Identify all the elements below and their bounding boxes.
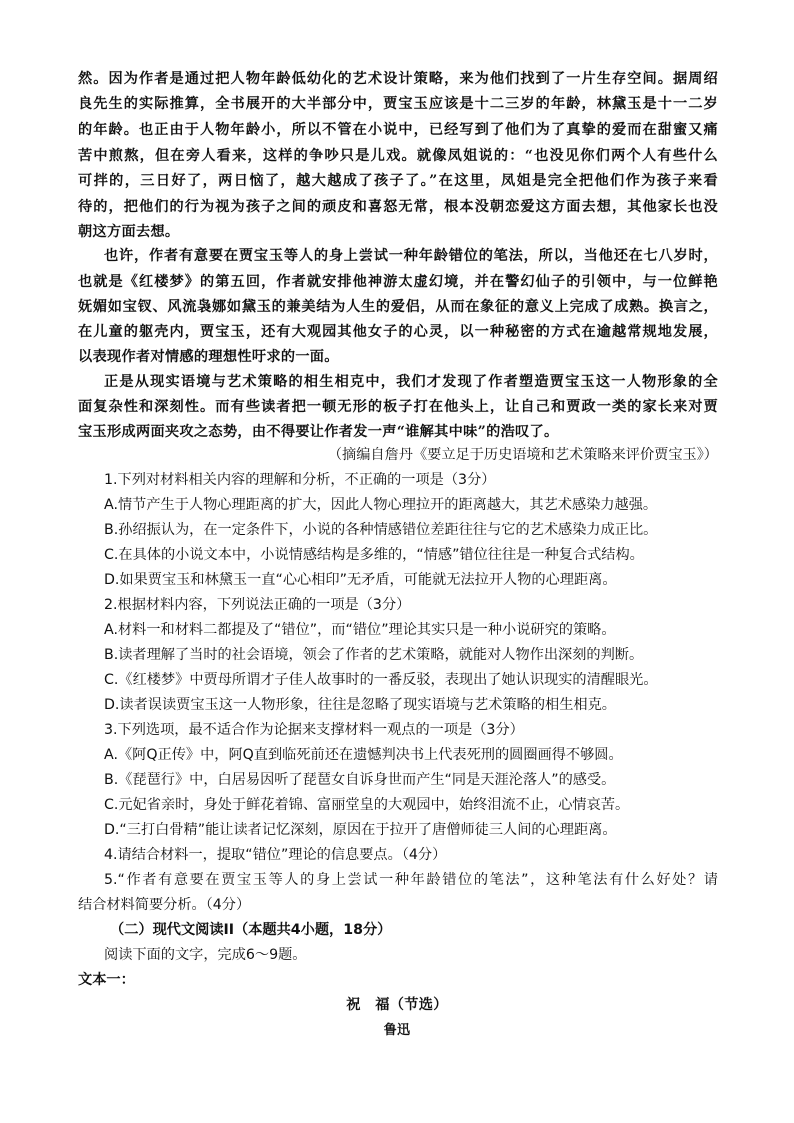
passage-line: 苦中煎熬，但在旁人看来，这样的争吵只是儿戏。就像凤姐说的：“也没见你们两个人有些什么 — [78, 148, 718, 164]
passage-source: （摘编自詹丹《要立足于历史语境和艺术策略来评价贾宝玉》） — [327, 447, 718, 463]
section-heading: （二）现代文阅读II（本题共4小题，18分） — [110, 922, 392, 938]
question-1-option-d: D.如果贾宝玉和林黛玉一直“心心相印”无矛盾，可能就无法拉开人物的心理距离。 — [104, 572, 617, 588]
question-1-option-c: C.在具体的小说文本中，小说情感结构是多维的，“情感”错位往往是一种复合式结构。 — [104, 547, 644, 563]
text-author: 鲁迅 — [383, 1023, 411, 1038]
passage-line: 妩媚如宝钗、风流袅娜如黛玉的兼美结为人生的爱侣，从而在象征的意义上完成了成熟。换言之， — [78, 299, 718, 315]
question-3-option-c: C.元妃省亲时，身处于鲜花着锦、富丽堂皇的大观园中，始终泪流不止，心情哀苦。 — [104, 797, 630, 813]
text-title: 祝 福（节选） — [346, 997, 448, 1013]
question-2-option-c: C.《红楼梦》中贾母所谓才子佳人故事时的一番反驳，表现出了她认识现实的清醒眼光。 — [104, 672, 658, 688]
passage-line: 也许，作者有意要在贾宝玉等人的身上尝试一种年龄错位的笔法，所以，当他还在七八岁时， — [104, 248, 718, 264]
question-2-stem: 2.根据材料内容，下列说法正确的一项是（3分） — [104, 597, 411, 613]
section-instruction: 阅读下面的文字，完成6～9题。 — [104, 947, 307, 963]
question-3-option-b: B.《琵琶行》中，白居易因听了琵琶女自诉身世而产生“同是天涯沦落人”的感受。 — [104, 772, 616, 788]
passage-line: 待的，把他们的行为视为孩子之间的顽皮和喜怒无常，根本没朝恋爱这方面去想，其他家长也没 — [78, 199, 718, 215]
passage-line: 宝玉形成两面夹攻之态势，由不得要让作者发一声“谁解其中味”的浩叹了。 — [78, 424, 559, 440]
question-3-option-d: D.“三打白骨精”能让读者记忆深刻，原因在于拉开了唐僧师徒三人间的心理距离。 — [104, 822, 617, 838]
question-3-stem: 3.下列选项，最不适合作为论据来支撑材料一观点的一项是（3分） — [104, 722, 524, 738]
passage-line: 朝这方面去想。 — [78, 224, 180, 240]
passage-line: 面复杂性和深刻性。而有些读者把一顿无形的板子打在他头上，让自己和贾政一类的家长来对贾 — [78, 399, 718, 415]
passage-line: 可拌的，三日好了，两日恼了，越大越成了孩子了。”在这里，凤姐是完全把他们作为孩子来看 — [78, 173, 718, 189]
question-3-option-a: A.《阿Q正传》中，阿Q直到临死前还在遗憾判决书上代表死刑的圆圈画得不够圆。 — [104, 747, 623, 763]
passage-line: 良先生的实际推算，全书展开的大半部分中，贾宝玉应该是十二三岁的年龄，林黛玉是十一二岁 — [78, 96, 718, 112]
passage-line: 也就是《红楼梦》的第五回，作者就安排他神游太虚幻境，并在警幻仙子的引领中，与一位鲜艳 — [78, 274, 718, 290]
passage-line: 的年龄。也正由于人物年龄小，所以不管在小说中，已经写到了他们为了真挚的爱而在甜蜜又痛 — [78, 122, 718, 138]
question-2-option-a: A.材料一和材料二都提及了“错位”，而“错位”理论其实只是一种小说研究的策略。 — [104, 622, 616, 638]
question-4-stem: 4.请结合材料一，提取“错位”理论的信息要点。（4分） — [104, 847, 447, 863]
question-5-stem: 5.“作者有意要在贾宝玉等人的身上尝试一种年龄错位的笔法”，这种笔法有什么好处？请 — [104, 872, 718, 888]
question-5-stem-cont: 结合材料简要分析。（4分） — [78, 897, 251, 913]
question-1-option-a: A.情节产生于人物心理距离的扩大，因此人物心理拉开的距离越大，其艺术感染力越强。 — [104, 497, 658, 513]
question-1-stem: 1.下列对材料相关内容的理解和分析，不正确的一项是（3分） — [104, 472, 496, 488]
passage-line: 在儿童的躯壳内，贾宝玉，还有大观园其他女子的心灵，以一种秘密的方式在逾越常规地发展， — [78, 324, 718, 340]
text-label: 文本一： — [78, 972, 135, 988]
question-2-option-b: B.读者理解了当时的社会语境，领会了作者的艺术策略，就能对人物作出深刻的判断。 — [104, 647, 644, 663]
question-2-option-d: D.读者误读贾宝玉这一人物形象，往往是忽略了现实语境与艺术策略的相生相克。 — [104, 697, 616, 713]
passage-line: 正是从现实语境与艺术策略的相生相克中，我们才发现了作者塑造贾宝玉这一人物形象的全 — [104, 374, 718, 390]
question-1-option-b: B.孙绍振认为，在一定条件下，小说的各种情感错位差距往往与它的艺术感染力成正比。 — [104, 522, 658, 538]
passage-line: 然。因为作者是通过把人物年龄低幼化的艺术设计策略，来为他们找到了一片生存空间。据周绍 — [78, 71, 718, 87]
passage-line: 以表现作者对情感的理想性吁求的一面。 — [78, 349, 339, 365]
